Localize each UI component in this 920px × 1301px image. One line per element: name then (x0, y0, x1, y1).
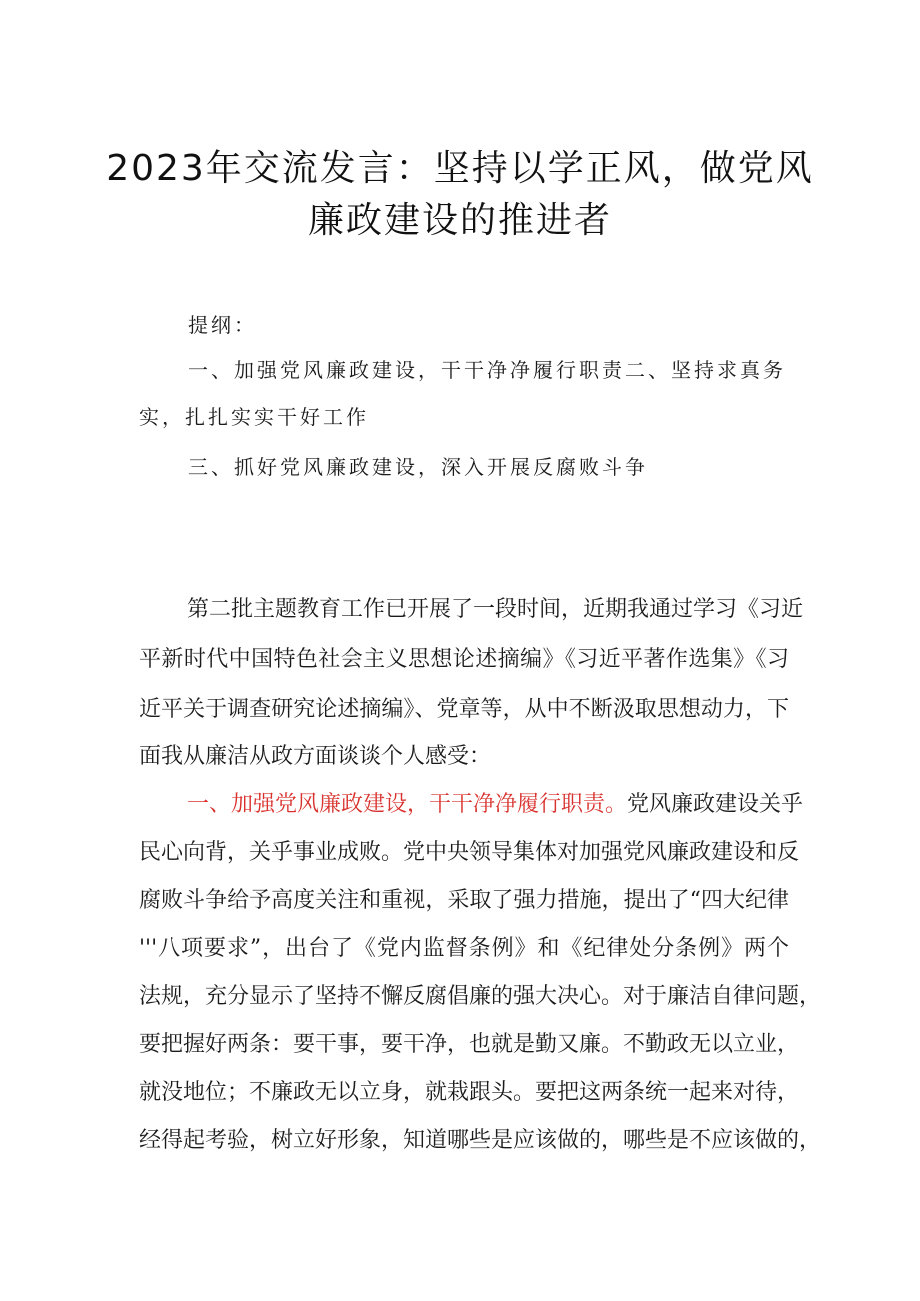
paragraph-2-line-5: 法规，充分显示了坚持不懈反腐倡廉的强大决心。对于廉洁自律问题， (139, 984, 822, 1009)
paragraph-2-line-3: 腐败斗争给予高度关注和重视，采取了强力措施，提出了“四大纪律 (139, 888, 789, 913)
document-title-line2: 廉政建设的推进者 (307, 200, 612, 241)
paragraph-2-line-7: 就没地位；不廉政无以立身，就栽跟头。要把这两条统一起来对待， (139, 1080, 800, 1105)
paragraph-1-line-1: 第二批主题教育工作已开展了一段时间，近期我通过学习《习近 (187, 597, 804, 622)
paragraph-2-line-4: '''八项要求”，出台了《党内监督条例》和《纪律处分条例》两个 (139, 936, 789, 961)
paragraph-2-line-1-rest: 党风廉政建设关乎 (627, 792, 804, 817)
outline-item-1-cont: 实，扎扎实实干好工作 (139, 405, 369, 429)
document-title-line1: 2023年交流发言：坚持以学正风，做党风 (106, 148, 814, 189)
section-heading-red: 一、加强党风廉政建设，干干净净履行职责。 (187, 792, 628, 817)
paragraph-2-line-6: 要把握好两条：要干事，要干净，也就是勤又廉。不勤政无以立业， (139, 1032, 800, 1057)
outline-item-3: 三、抓好党风廉政建设，深入开展反腐败斗争 (188, 455, 648, 479)
paragraph-2-line-2: 民心向背，关乎事业成败。党中央领导集体对加强党风廉政建设和反 (139, 840, 800, 865)
paragraph-1-line-2: 平新时代中国特色社会主义思想论述摘编》《习近平著作选集》《习 (139, 647, 789, 672)
outline-item-1: 一、加强党风廉政建设，干干净净履行职责二、坚持求真务 (188, 358, 786, 382)
paragraph-1-line-3: 近平关于调查研究论述摘编》、党章等，从中不断汲取思想动力，下 (139, 697, 789, 722)
outline-label: 提纲： (188, 313, 257, 337)
paragraph-2-line-8: 经得起考验，树立好形象，知道哪些是应该做的，哪些是不应该做的， (139, 1128, 822, 1153)
paragraph-2-line-1 (187, 790, 804, 820)
paragraph-1-line-4: 面我从廉洁从政方面谈谈个人感受： (139, 744, 492, 769)
